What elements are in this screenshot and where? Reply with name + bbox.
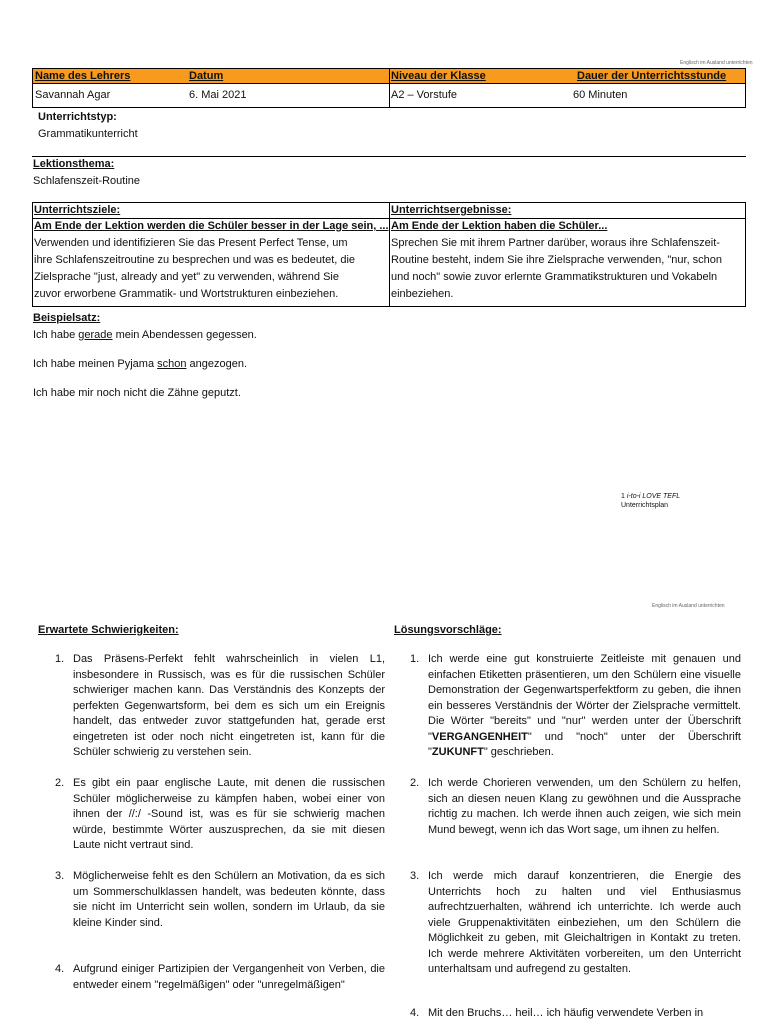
solution-item-4: 4. Mit den Bruchs… heil… ich häufig verwendete Verben in xyxy=(410,1007,704,1019)
col-duration: Dauer der Unterrichtsstunde xyxy=(577,70,727,82)
difficulty-item-4: 4. Aufgrund einiger Partizipien der Vergangenheit von Verben, die entweder einem "regelmäßigen" oder "unregelmäßigen" xyxy=(55,963,385,991)
col-level: Niveau der Klasse xyxy=(391,70,486,82)
footer-stamp: 1 i-to-i LOVE TEFL Unterrichtsplan xyxy=(621,493,681,509)
solutions-title: Lösungsvorschläge: xyxy=(394,624,502,636)
header-note: Englisch im Ausland unterrichten xyxy=(680,60,753,66)
objectives-table xyxy=(32,202,746,307)
lesson-type-label: Unterrichtstyp: xyxy=(38,111,117,123)
examples-label: Beispielsatz: xyxy=(33,312,101,324)
page2-note: Englisch im Ausland unterrichten xyxy=(652,603,725,609)
value-teacher-name: Savannah Agar xyxy=(35,89,111,101)
objectives-text: Verwenden und identifizieren Sie das Present Perfect Tense, um ihre Schlafenszeitroutine zu besprechen und was es bedeutet, die Zielsprache "just, already and yet" zu verwenden, während Sie zuvor erworbene Grammatik- und Wortstrukturen einbeziehen. xyxy=(34,237,356,300)
objectives-title: Unterrichtsziele: xyxy=(34,204,121,216)
value-duration: 60 Minuten xyxy=(573,89,628,101)
col-teacher-name: Name des Lehrers xyxy=(35,70,131,82)
example-sentence-1: Ich habe gerade mein Abendessen gegessen. xyxy=(33,329,257,341)
objectives-subtitle: Am Ende der Lektion werden die Schüler besser in der Lage sein, ... xyxy=(34,220,389,232)
topic-value: Schlafenszeit-Routine xyxy=(33,175,141,187)
topic-label: Lektionsthema: xyxy=(33,158,115,170)
example-sentence-2: Ich habe meinen Pyjama schon angezogen. xyxy=(33,358,248,370)
value-level: A2 – Vorstufe xyxy=(391,89,458,101)
outcomes-title: Unterrichtsergebnisse: xyxy=(391,204,512,216)
outcomes-text: Sprechen Sie mit ihrem Partner darüber, woraus ihre Schlafenszeit- Routine besteht, indem Sie ihre Zielsprache verwenden, "nur, schon und noch" sowie zuvor erlernte Grammatikstrukturen und Vokabeln einbeziehen. xyxy=(391,237,723,300)
outcomes-subtitle: Am Ende der Lektion haben die Schüler... xyxy=(391,220,608,232)
teacher-info-table xyxy=(32,68,746,108)
section-divider xyxy=(32,156,746,157)
lesson-type-value: Grammatikunterricht xyxy=(38,128,138,140)
col-date: Datum xyxy=(189,70,224,82)
value-date: 6. Mai 2021 xyxy=(189,89,247,101)
difficulties-title: Erwartete Schwierigkeiten: xyxy=(38,624,179,636)
example-sentence-3: Ich habe mir noch nicht die Zähne geputzt. xyxy=(33,387,241,399)
